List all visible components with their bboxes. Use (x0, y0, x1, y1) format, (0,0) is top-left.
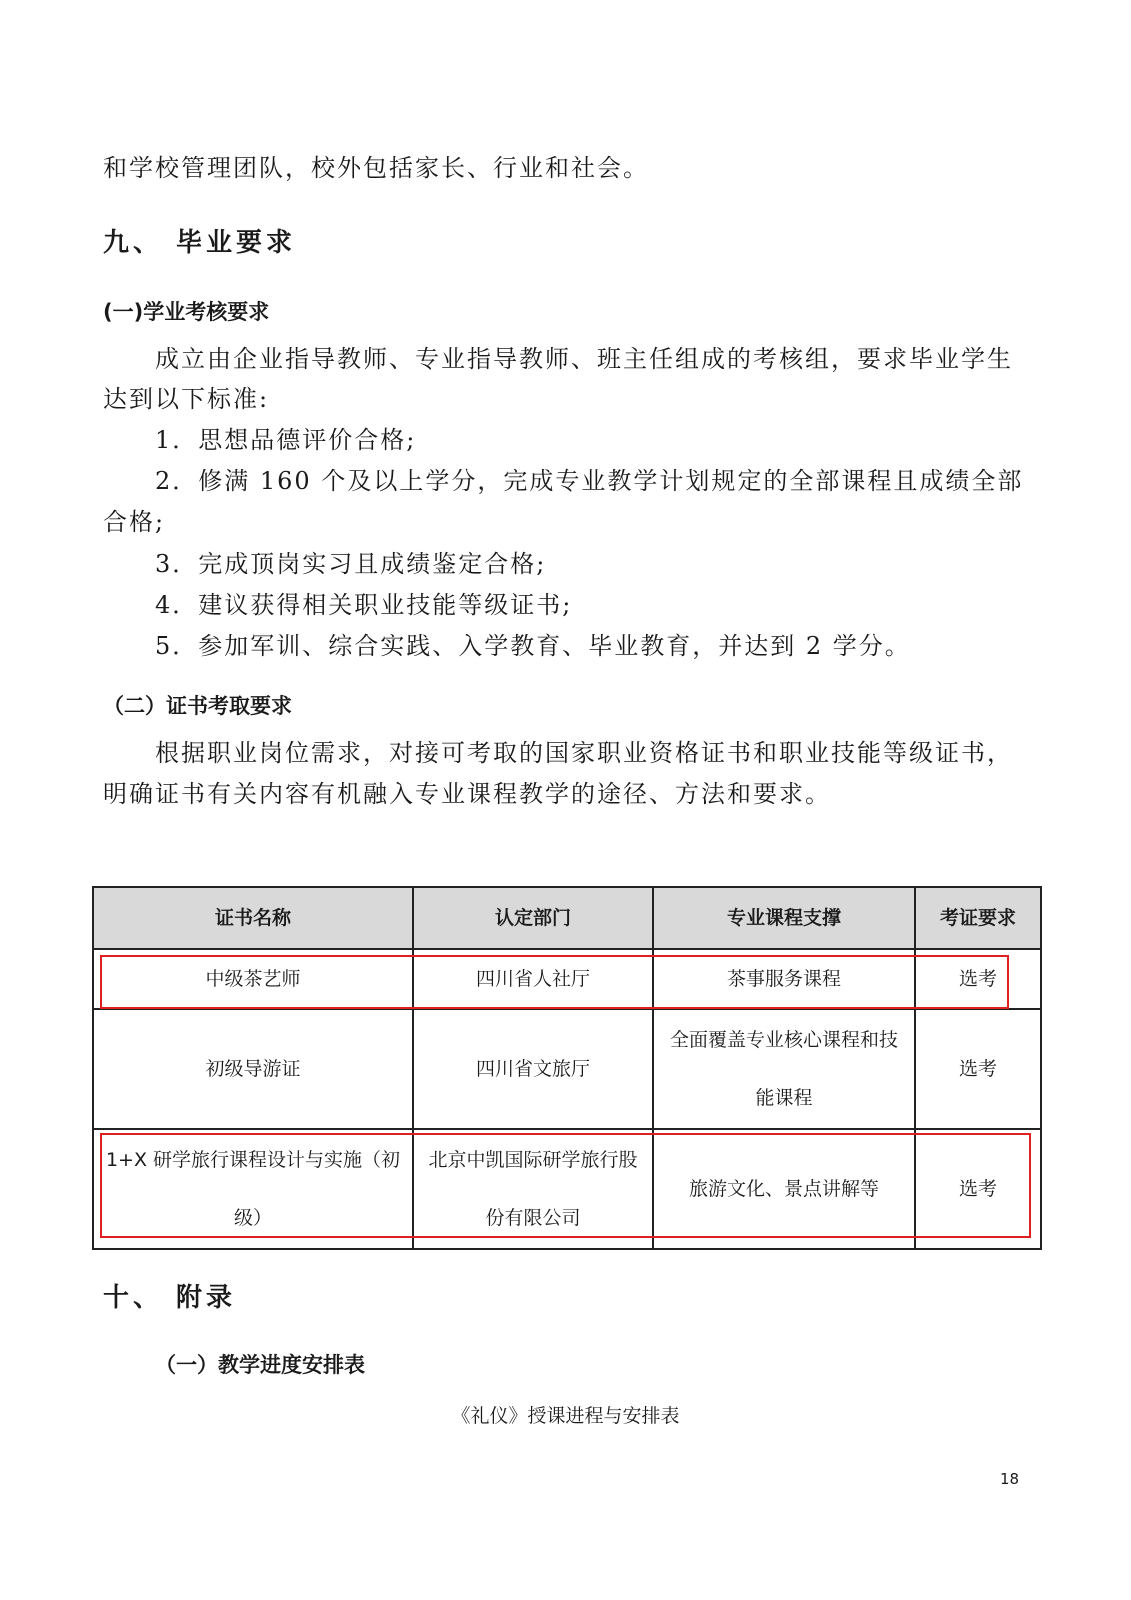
subsection-heading-10-1: （一）教学进度安排表 (155, 1353, 365, 1377)
list-item: 3．完成顶岗实习且成绩鉴定合格; (155, 550, 547, 578)
list-item: 4．建议获得相关职业技能等级证书; (155, 591, 573, 619)
table-cell: 1+X 研学旅行课程设计与实施（初级） (93, 1129, 413, 1249)
table-caption: 《礼仪》授课进程与安排表 (451, 1405, 680, 1427)
paragraph-line: 达到以下标准: (103, 385, 270, 413)
table-row (93, 1009, 1041, 1129)
table-row (93, 949, 1041, 1009)
table-cell: 四川省人社厅 (413, 949, 653, 1009)
table-cell: 旅游文化、景点讲解等 (653, 1129, 915, 1249)
table-cell: 茶事服务课程 (653, 949, 915, 1009)
page-number: 18 (1000, 1470, 1020, 1488)
section-heading-9: 九、 毕业要求 (103, 228, 297, 258)
section-heading-10: 十、 附录 (103, 1283, 237, 1313)
list-item: 1．思想品德评价合格; (155, 426, 417, 454)
table-cell: 选考 (915, 1129, 1041, 1249)
list-item-continuation: 合格; (103, 508, 166, 536)
table-cell: 选考 (915, 949, 1041, 1009)
list-item: 2．修满 160 个及以上学分，完成专业教学计划规定的全部课程且成绩全部 (155, 467, 1024, 495)
column-header: 专业课程支撑 (653, 887, 915, 949)
list-item: 5．参加军训、综合实践、入学教育、毕业教育，并达到 2 学分。 (155, 632, 911, 660)
column-header: 认定部门 (413, 887, 653, 949)
table-cell: 全面覆盖专业核心课程和技能课程 (653, 1009, 915, 1129)
column-header: 考证要求 (915, 887, 1041, 949)
paragraph-line: 根据职业岗位需求，对接可考取的国家职业资格证书和职业技能等级证书， (155, 739, 1013, 767)
table-cell: 四川省文旅厅 (413, 1009, 653, 1129)
table-header-row (93, 887, 1041, 949)
certificate-table (92, 886, 1042, 1250)
table-cell: 中级茶艺师 (93, 949, 413, 1009)
subsection-heading-9-2: （二）证书考取要求 (103, 694, 292, 718)
paragraph-continuation: 和学校管理团队，校外包括家长、行业和社会。 (103, 154, 649, 182)
table-cell: 北京中凯国际研学旅行股份有限公司 (413, 1129, 653, 1249)
table-cell: 初级导游证 (93, 1009, 413, 1129)
column-header: 证书名称 (93, 887, 413, 949)
table-row (93, 1129, 1041, 1249)
paragraph-line: 成立由企业指导教师、专业指导教师、班主任组成的考核组，要求毕业学生 (155, 345, 1013, 373)
table-cell: 选考 (915, 1009, 1041, 1129)
paragraph-line: 明确证书有关内容有机融入专业课程教学的途径、方法和要求。 (103, 780, 831, 808)
subsection-heading-9-1: (一)学业考核要求 (103, 300, 270, 324)
